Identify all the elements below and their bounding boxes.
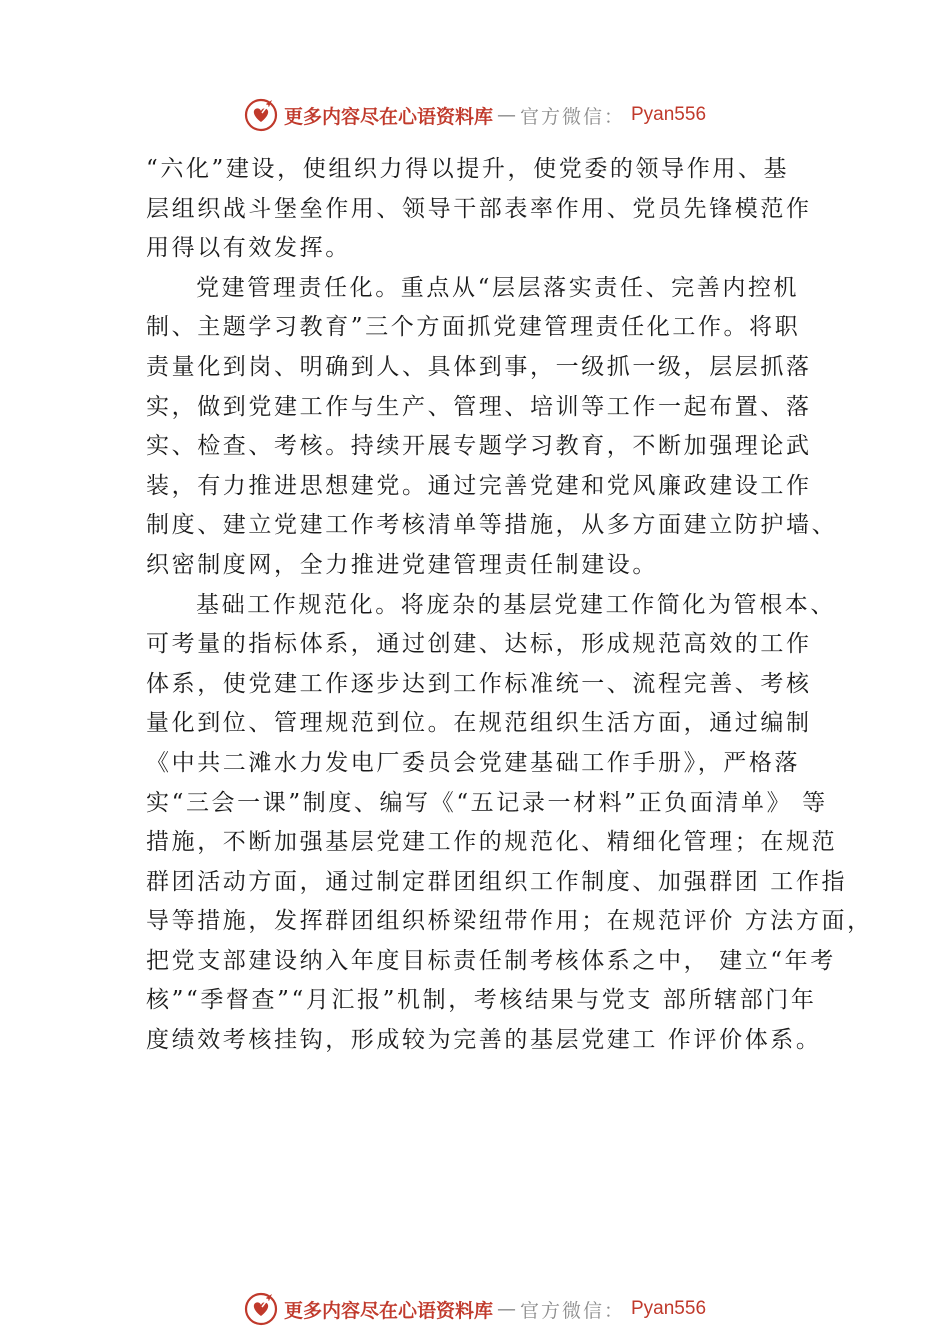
watermark-wechat-label: 官方微信： (519, 105, 625, 128)
text-line: 实，做到党建工作与生产、管理、培训等工作一起布置、落 (146, 393, 812, 420)
watermark-wechat-label: 官方微信： (519, 1299, 625, 1322)
text-line: 制、主题学习教育”三个方面抓党建管理责任化工作。将职 (146, 314, 801, 341)
text-line: 把党支部建设纳入年度目标责任制考核体系之中， 建立“年考 (146, 947, 836, 974)
header-watermark (0, 95, 950, 135)
text-line: 装，有力推进思想建党。通过完善党建和党风廉政建设工作 (146, 472, 812, 499)
document-body (146, 150, 873, 1061)
text-line: 导等措施，发挥群团组织桥梁纽带作用；在规范评价 方法方面， (146, 908, 873, 935)
text-line: 实、检查、考核。持续开展专题学习教育，不断加强理论武 (146, 433, 812, 460)
text-line: 核”“季督查”“月汇报”机制，考核结果与党支 部所辖部门年 (146, 987, 817, 1014)
text-line: 制度、建立党建工作考核清单等措施，从多方面建立防护墙、 (146, 512, 838, 539)
text-line: 实“三会一课”制度、编写《“五记录一材料”正负面清单》 等 (146, 789, 828, 816)
text-line: 度绩效考核挂钩，形成较为完善的基层党建工 作评价体系。 (146, 1027, 822, 1054)
text-line: 织密制度网，全力推进党建管理责任制建设。 (146, 551, 658, 578)
text-line: 量化到位、管理规范到位。在规范组织生活方面，通过编制 (146, 710, 812, 737)
text-line: 群团活动方面，通过制定群团组织工作制度、加强群团 工作指 (146, 868, 848, 895)
text-line: 用得以有效发挥。 (146, 235, 351, 262)
watermark-dash: — (496, 104, 516, 126)
text-line: 党建管理责任化。重点从“层层落实责任、完善内控机 (196, 274, 800, 301)
watermark-brand: 更多内容尽在心语资料库 (283, 105, 493, 128)
text-line: 责量化到岗、明确到人、具体到事，一级抓一级，层层抓落 (146, 353, 812, 380)
footer-watermark (0, 1289, 950, 1329)
text-line: 措施，不断加强基层党建工作的规范化、精细化管理；在规范 (146, 829, 838, 856)
text-line: 可考量的指标体系，通过创建、达标，形成规范高效的工作 (146, 631, 812, 658)
heart-pen-logo-icon (244, 98, 278, 132)
text-line: 《中共二滩水力发电厂委员会党建基础工作手册》，严格落 (146, 749, 801, 776)
text-line: 基础工作规范化。将庞杂的基层党建工作简化为管根本、 (196, 591, 836, 618)
watermark-dash: — (496, 1298, 516, 1320)
watermark-brand: 更多内容尽在心语资料库 (283, 1299, 493, 1322)
watermark-wechat-id: Pyan556 (631, 1298, 707, 1319)
heart-pen-logo-icon (244, 1292, 278, 1326)
watermark-wechat-id: Pyan556 (631, 104, 707, 125)
text-line: 层组织战斗堡垒作用、领导干部表率作用、党员先锋模范作 (146, 195, 812, 222)
text-line: 体系，使党建工作逐步达到工作标准统一、流程完善、考核 (146, 670, 812, 697)
text-line: “六化”建设，使组织力得以提升，使党委的领导作用、基 (146, 156, 790, 182)
